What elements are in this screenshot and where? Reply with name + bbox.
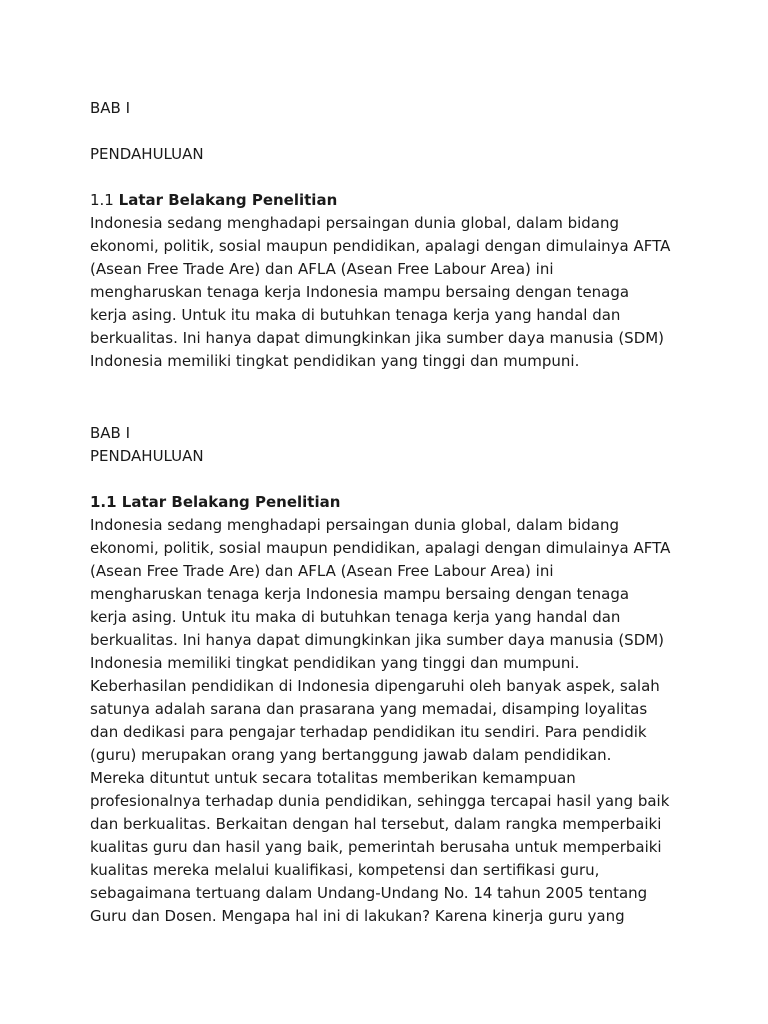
paragraph-line: ekonomi, politik, sosial maupun pendidikan, apalagi dengan dimulainya AFTA (90, 539, 671, 557)
paragraph-line: Indonesia memiliki tingkat pendidikan yang tinggi dan mumpuni. (90, 352, 580, 370)
chapter-label: BAB I (90, 99, 131, 117)
paragraph-line: sebagaimana tertuang dalam Undang-Undang No. 14 tahun 2005 tentang (90, 884, 648, 902)
paragraph-line: satunya adalah sarana dan prasarana yang memadai, disamping loyalitas (90, 700, 648, 718)
chapter-label: BAB I (90, 424, 131, 442)
paragraph-line: Indonesia memiliki tingkat pendidikan yang tinggi dan mumpuni. (90, 654, 580, 672)
section-title: Latar Belakang Penelitian (118, 191, 338, 209)
paragraph-line: mengharuskan tenaga kerja Indonesia mampu bersaing dengan tenaga (90, 585, 630, 603)
paragraph-line: Indonesia sedang menghadapi persaingan dunia global, dalam bidang (90, 214, 620, 232)
paragraph-line: Keberhasilan pendidikan di Indonesia dipengaruhi oleh banyak aspek, salah (90, 677, 660, 695)
paragraph-line: berkualitas. Ini hanya dapat dimungkinkan jika sumber daya manusia (SDM) (90, 631, 665, 649)
paragraph-line: mengharuskan tenaga kerja Indonesia mampu bersaing dengan tenaga (90, 283, 630, 301)
section-heading: 1.1 Latar Belakang Penelitian (90, 493, 341, 511)
section-heading (90, 189, 337, 212)
paragraph-line: dan berkualitas. Berkaitan dengan hal tersebut, dalam rangka memperbaiki (90, 815, 662, 833)
paragraph-line: Guru dan Dosen. Mengapa hal ini di lakukan? Karena kinerja guru yang (90, 907, 625, 925)
paragraph-line: kualitas guru dan hasil yang baik, pemerintah berusaha untuk memperbaiki (90, 838, 662, 856)
paragraph-line: profesionalnya terhadap dunia pendidikan, sehingga tercapai hasil yang baik (90, 792, 670, 810)
paragraph-line: ekonomi, politik, sosial maupun pendidikan, apalagi dengan dimulainya AFTA (90, 237, 671, 255)
paragraph-line: (Asean Free Trade Are) dan AFLA (Asean Free Labour Area) ini (90, 260, 554, 278)
paragraph-line: dan dedikasi para pengajar terhadap pendidikan itu sendiri. Para pendidik (90, 723, 647, 741)
paragraph-line: kerja asing. Untuk itu maka di butuhkan tenaga kerja yang handal dan (90, 306, 621, 324)
paragraph-line: kualitas mereka melalui kualifikasi, kompetensi dan sertifikasi guru, (90, 861, 600, 879)
paragraph-line: berkualitas. Ini hanya dapat dimungkinkan jika sumber daya manusia (SDM) (90, 329, 665, 347)
paragraph-line: Indonesia sedang menghadapi persaingan dunia global, dalam bidang (90, 516, 620, 534)
paragraph-line: (guru) merupakan orang yang bertanggung jawab dalam pendidikan. (90, 746, 612, 764)
section-number: 1.1 (90, 191, 114, 209)
paragraph-line: kerja asing. Untuk itu maka di butuhkan tenaga kerja yang handal dan (90, 608, 621, 626)
paragraph-line: Mereka dituntut untuk secara totalitas memberikan kemampuan (90, 769, 576, 787)
chapter-title: PENDAHULUAN (90, 447, 204, 465)
chapter-title: PENDAHULUAN (90, 145, 204, 163)
paragraph-line: (Asean Free Trade Are) dan AFLA (Asean Free Labour Area) ini (90, 562, 554, 580)
